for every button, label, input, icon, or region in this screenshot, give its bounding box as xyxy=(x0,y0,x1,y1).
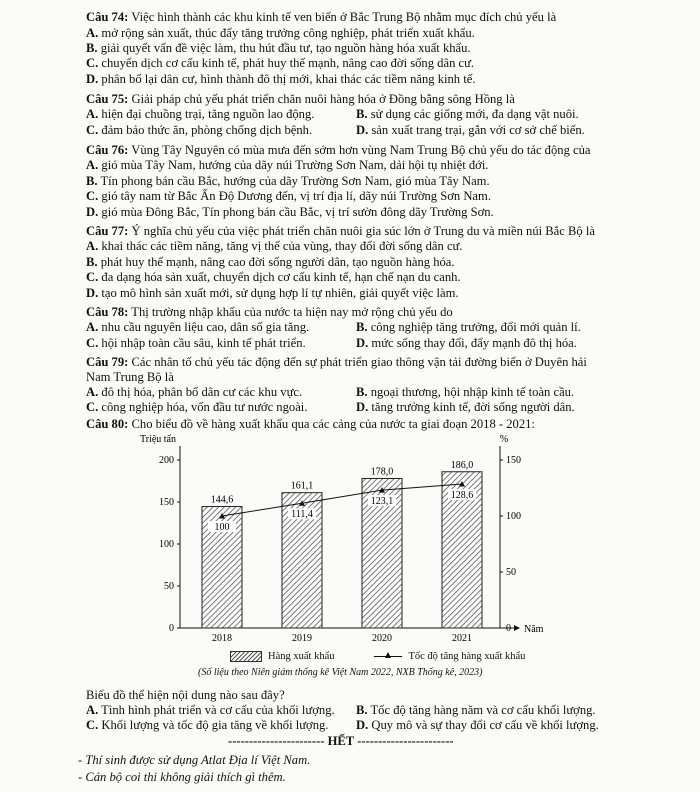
question-77: Câu 77: Ý nghĩa chủ yếu của việc phát triển chăn nuôi gia súc lớn ở Trung du và miền núi Bắc Bộ là xyxy=(86,224,595,238)
legend-bar-label: Hàng xuất khẩu xyxy=(268,651,335,662)
x-tick-label: 2019 xyxy=(292,633,312,644)
left-tick-label: 100 xyxy=(159,539,174,550)
option-76-d: D. gió mùa Đông Bắc, Tín phong bán cầu Bắc, vị trí sườn đông dãy Trường Sơn. xyxy=(86,205,494,219)
left-axis-title: Triệu tấn xyxy=(139,434,176,445)
footer-note-2: - Cán bộ coi thi không giải thích gì thêm. xyxy=(78,770,286,784)
option-80-d: D. Quy mô và sự thay đổi cơ cấu về khối lượng. xyxy=(356,718,599,732)
option-78-a: A. nhu cầu nguyên liệu cao, dân số gia tăng. xyxy=(86,320,310,334)
option-77-b: B. phát huy thế mạnh, nâng cao đời sống người dân, tạo nguồn hàng hóa. xyxy=(86,255,455,269)
option-75-d: D. sản xuất trang trại, gắn với cơ sở chế biến. xyxy=(356,123,585,137)
option-74-b: B. giải quyết vấn đề việc làm, thu hút đầu tư, tạo nguồn hàng hóa xuất khẩu. xyxy=(86,41,471,55)
growth-value-label: 100 xyxy=(214,522,230,533)
option-76-a: A. gió mùa Tây Nam, hướng của dãy núi Trường Sơn Nam, dải hội tụ nhiệt đới. xyxy=(86,158,489,172)
option-78-d: D. mức sống thay đổi, đẩy mạnh đô thị hóa. xyxy=(356,336,577,350)
chart-legend xyxy=(230,651,525,662)
option-79-a: A. đô thị hóa, phân bố dân cư các khu vực. xyxy=(86,385,303,399)
x-tick-label: 2021 xyxy=(452,633,472,644)
option-80-b: B. Tốc độ tăng hàng năm và cơ cấu khối lượng. xyxy=(356,703,596,717)
question-74: Câu 74: Việc hình thành các khu kinh tế ven biển ở Bắc Trung Bộ nhằm mục đích chủ yếu là xyxy=(86,10,557,24)
x-tick-label: 2018 xyxy=(212,633,232,644)
question-75: Câu 75: Giải pháp chủ yếu phát triển chăn nuôi hàng hóa ở Đồng bằng sông Hồng là xyxy=(86,92,515,106)
option-77-a: A. khai thác các tiềm năng, tăng vị thế của vùng, thay đổi đời sống dân cư. xyxy=(86,239,463,253)
option-74-a: A. mở rộng sản xuất, thúc đẩy tăng trưởng công nghiệp, phát triển xuất khẩu. xyxy=(86,26,475,40)
x-axis-title: Năm xyxy=(524,624,544,635)
footer-note-1: - Thí sinh được sử dụng Atlat Địa lí Việt Nam. xyxy=(78,753,311,767)
growth-value-label: 123,1 xyxy=(370,496,394,508)
right-tick-label: 150 xyxy=(506,455,521,466)
question-80: Câu 80: Cho biểu đồ về hàng xuất khẩu qua các cảng của nước ta giai đoạn 2018 - 2021: xyxy=(86,417,535,431)
option-77-c: C. đa dạng hóa sản xuất, chuyển dịch cơ cấu kinh tế, hạn chế nạn du canh. xyxy=(86,270,461,284)
question-79-cont: Nam Trung Bộ là xyxy=(86,370,174,384)
option-74-d: D. phân bố lại dân cư, hình thành đô thị mới, khai thác các tiềm năng kinh tế. xyxy=(86,72,476,86)
left-tick-label: 150 xyxy=(159,497,174,508)
option-78-c: C. hội nhập toàn cầu sâu, kinh tế phát triển. xyxy=(86,336,306,350)
legend-line-label: Tốc độ tăng hàng xuất khẩu xyxy=(408,651,526,662)
bar-value-label: 161,1 xyxy=(290,480,314,492)
option-80-c: C. Khối lượng và tốc độ gia tăng về khối lượng. xyxy=(86,718,329,732)
export-chart xyxy=(139,428,550,650)
option-77-d: D. tạo mô hình sản xuất mới, sử dụng hợp lí tự nhiên, giải quyết việc làm. xyxy=(86,286,459,300)
option-75-b: B. sử dụng các giống mới, đa dạng vật nuôi. xyxy=(356,107,579,121)
question-80-prompt: Biểu đồ thể hiện nội dung nào sau đây? xyxy=(86,688,285,702)
question-78: Câu 78: Thị trường nhập khẩu của nước ta hiện nay mở rộng chủ yếu do xyxy=(86,305,453,319)
question-79: Câu 79: Các nhân tố chủ yếu tác động đến sự phát triển giao thông vận tải đường biển ở Duyên hải xyxy=(86,355,587,369)
growth-value-label: 128,6 xyxy=(450,489,474,501)
growth-value-label: 111,4 xyxy=(291,509,313,521)
option-79-d: D. tăng trưởng kinh tế, đời sống người dân. xyxy=(356,400,575,414)
chart-source: (Số liệu theo Niên giám thống kê Việt Nam 2022, NXB Thống kê, 2023) xyxy=(198,667,483,678)
bar-value-label: 144,6 xyxy=(210,494,234,506)
option-78-b: B. công nghiệp tăng trưởng, đổi mới quản lí. xyxy=(356,320,581,334)
option-76-c: C. gió tây nam từ Bắc Ấn Độ Dương đến, vị trí địa lí, dãy núi Trường Sơn Nam. xyxy=(86,189,491,203)
left-tick-label: 0 xyxy=(169,623,174,634)
option-76-b: B. Tín phong bán cầu Bắc, hướng của dãy Trường Sơn Nam, gió mùa Tây Nam. xyxy=(86,174,490,188)
right-axis-title: % xyxy=(499,434,509,445)
option-79-b: B. ngoại thương, hội nhập kinh tế toàn cầu. xyxy=(356,385,575,399)
x-axis-arrow xyxy=(514,625,520,631)
option-80-a: A. Tình hình phát triển và cơ cấu của khối lượng. xyxy=(86,703,335,717)
right-tick-label: 50 xyxy=(506,567,516,578)
left-tick-label: 200 xyxy=(159,455,174,466)
option-75-a: A. hiện đại chuồng trại, tăng nguồn lao động. xyxy=(86,107,315,121)
end-mark: ----------------------- HẾT ----------------------- xyxy=(228,734,454,748)
question-76: Câu 76: Vùng Tây Nguyên có mùa mưa đến sớm hơn vùng Nam Trung Bộ chủ yếu do tác động của xyxy=(86,143,591,157)
option-74-c: C. chuyển dịch cơ cấu kinh tế, phát huy thế mạnh, nâng cao đời sống dân cư. xyxy=(86,56,475,70)
right-tick-label: 100 xyxy=(506,511,521,522)
bar-value-label: 186,0 xyxy=(450,459,474,471)
legend-line-swatch xyxy=(374,656,402,657)
bar-value-label: 178,0 xyxy=(370,466,394,478)
left-tick-label: 50 xyxy=(164,581,174,592)
x-tick-label: 2020 xyxy=(372,633,392,644)
option-79-c: C. công nghiệp hóa, vốn đầu tư nước ngoài. xyxy=(86,400,308,414)
growth-line xyxy=(222,484,462,516)
right-tick-label: 0 xyxy=(506,623,511,634)
option-75-c: C. đảm bảo thức ăn, phòng chống dịch bệnh. xyxy=(86,123,313,137)
legend-bar-swatch xyxy=(230,651,262,662)
